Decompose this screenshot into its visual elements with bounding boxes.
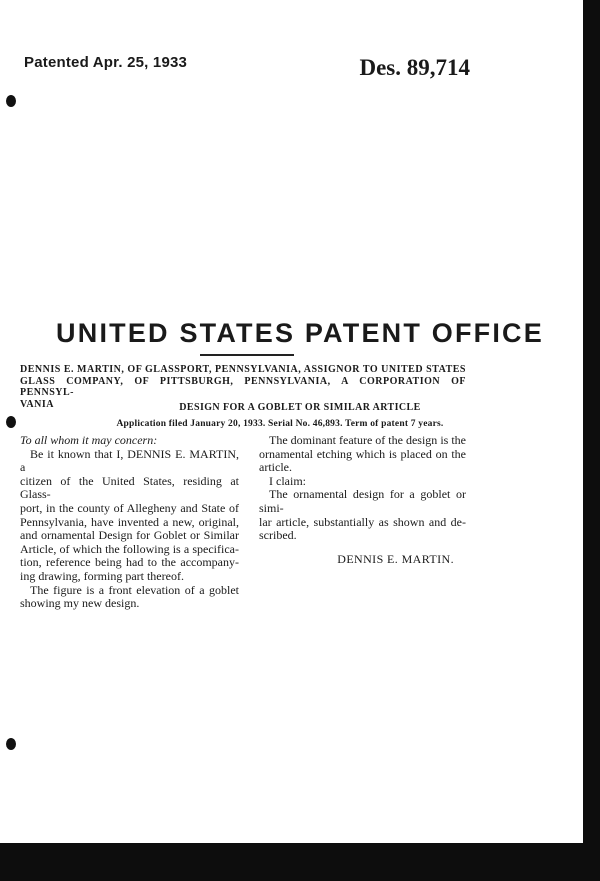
punch-hole-bottom (6, 738, 16, 750)
salutation: To all whom it may concern: (20, 433, 158, 447)
text-line: port, in the county of Allegheny and State of (20, 500, 239, 515)
inventor-line: VANIA (20, 398, 54, 410)
claim-label: I claim: (269, 473, 306, 488)
text-line: tion, reference being had to the accompany- (20, 555, 239, 570)
scan-right-border (583, 0, 600, 881)
claim-paragraph (259, 488, 466, 542)
scan-bottom-border (0, 843, 600, 881)
text-line: Pennsylvania, have invented a new, original, (20, 514, 239, 529)
text-line: ing drawing, forming part thereof. (20, 568, 184, 583)
application-line: Application filed January 20, 1933. Serial No. 46,893. Term of patent 7 years. (116, 419, 444, 429)
text-line: Article, of which the following is a specifica- (20, 541, 239, 556)
specification-paragraph (20, 448, 239, 584)
text-line: Be it known that I, DENNIS E. MARTIN, a (20, 446, 239, 475)
right-column (259, 434, 466, 566)
punch-hole-top (6, 95, 16, 107)
heading-rule (200, 354, 294, 356)
text-line: showing my new design. (20, 596, 140, 611)
text-line: The figure is a front elevation of a goblet (30, 582, 239, 597)
text-line: The ornamental design for a goblet or simi- (259, 487, 466, 515)
text-line: article. (259, 460, 292, 475)
inventor-line: GLASS COMPANY, OF PITTSBURGH, PENNSYLVANIA, A CORPORATION OF PENNSYL- (20, 375, 466, 398)
text-line: citizen of the United States, residing at Glass- (20, 473, 239, 502)
figure-description (20, 584, 239, 611)
inventor-signature: DENNIS E. MARTIN. (337, 551, 454, 566)
text-line: scribed. (259, 528, 297, 543)
text-line: ornamental etching which is placed on the (259, 446, 466, 461)
text-line: The dominant feature of the design is the (269, 433, 466, 447)
design-title: DESIGN FOR A GOBLET OR SIMILAR ARTICLE (179, 402, 421, 413)
inventor-line: DENNIS E. MARTIN, OF GLASSPORT, PENNSYLVANIA, ASSIGNOR TO UNITED STATES (20, 364, 466, 375)
left-column (20, 434, 239, 611)
office-heading: UNITED STATES PATENT OFFICE (56, 318, 544, 348)
text-line: lar article, substantially as shown and de- (259, 514, 466, 529)
text-line: and ornamental Design for Goblet or Similar (20, 528, 239, 543)
patent-date: Patented Apr. 25, 1933 (24, 54, 188, 71)
design-number: Des. 89,714 (359, 55, 470, 80)
feature-paragraph (259, 434, 466, 475)
